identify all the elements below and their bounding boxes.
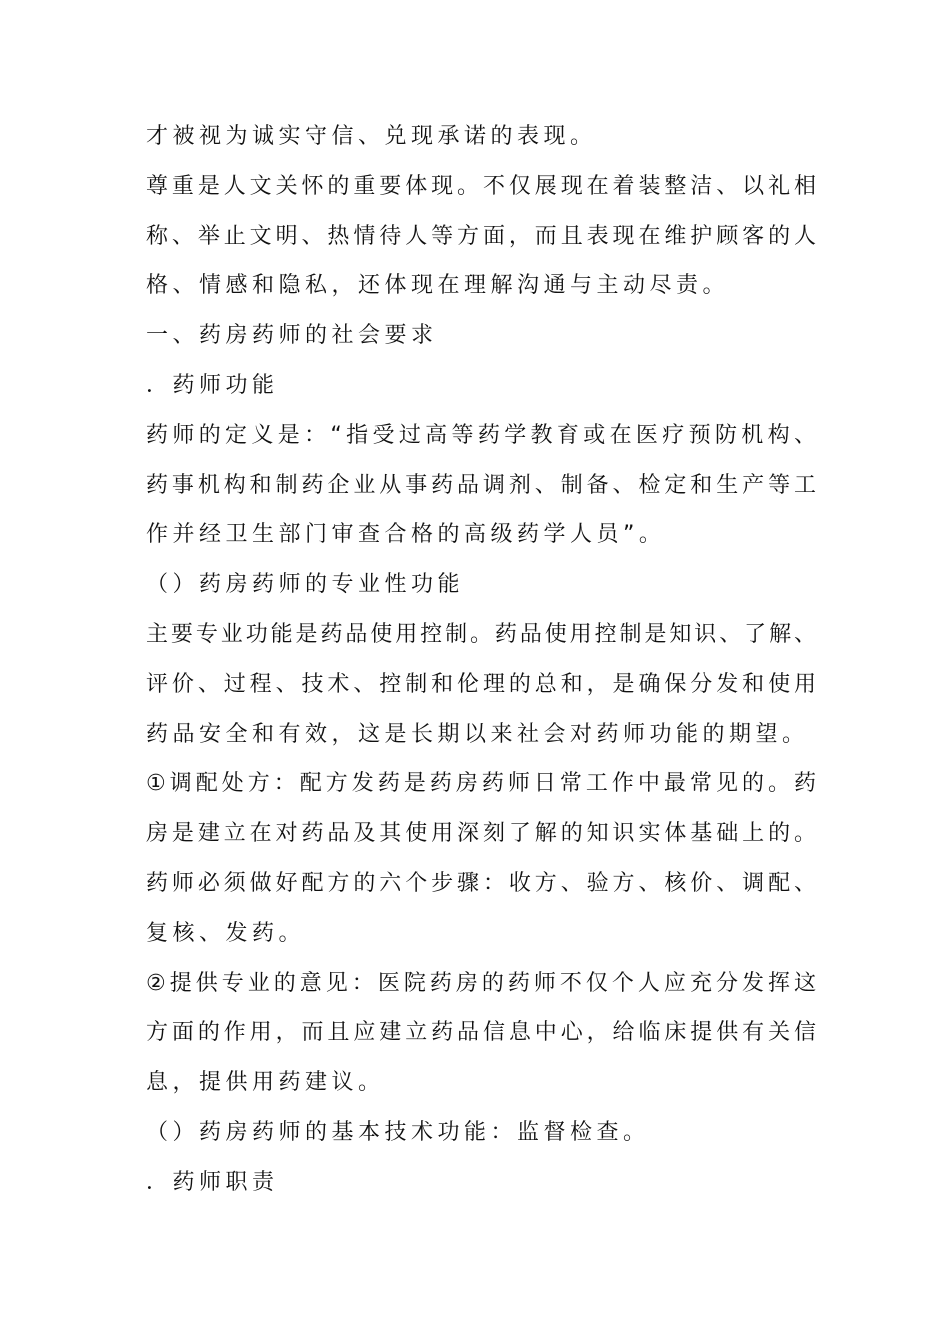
text-line: 息，提供用药建议。 <box>146 1070 385 1096</box>
text-line: 尊重是人文关怀的重要体现。不仅展现在着装整洁、以礼相 <box>146 173 816 199</box>
text-line: ②提供专业的意见：医院药房的药师不仅个人应充分发挥这 <box>146 970 816 996</box>
text-line: 复核、发药。 <box>146 920 306 946</box>
text-line: 主要专业功能是药品使用控制。药品使用控制是知识、了解、 <box>146 621 816 647</box>
text-line: 方面的作用，而且应建立药品信息中心，给临床提供有关信 <box>146 1020 816 1046</box>
text-line: ①调配处方：配方发药是药房药师日常工作中最常见的。药 <box>146 771 816 797</box>
text-line: 药师的定义是：“指受过高等药学教育或在医疗预防机构、 <box>146 422 816 448</box>
text-line: 房是建立在对药品及其使用深刻了解的知识实体基础上的。 <box>146 821 816 847</box>
text-line: 称、举止文明、热情待人等方面，而且表现在维护顾客的人 <box>146 223 816 249</box>
text-line: 格、情感和隐私，还体现在理解沟通与主动尽责。 <box>146 273 730 299</box>
text-line: （）药房药师的基本技术功能：监督检查。 <box>146 1119 650 1145</box>
text-line: 才被视为诚实守信、兑现承诺的表现。 <box>146 124 597 149</box>
text-line: ．药师职责 <box>146 1169 279 1195</box>
text-line: 作并经卫生部门审查合格的高级药学人员”。 <box>146 522 666 548</box>
text-line: 一、药房药师的社会要求 <box>146 323 438 349</box>
text-line: 药品安全和有效，这是长期以来社会对药师功能的期望。 <box>146 721 809 747</box>
text-line: ．药师功能 <box>146 372 279 398</box>
text-line: 评价、过程、技术、控制和伦理的总和，是确保分发和使用 <box>146 671 816 697</box>
text-line: （）药房药师的专业性功能 <box>146 572 465 598</box>
text-line: 药师必须做好配方的六个步骤：收方、验方、核价、调配、 <box>146 870 816 896</box>
text-line: 药事机构和制药企业从事药品调剂、制备、检定和生产等工 <box>146 472 816 498</box>
document-body <box>146 112 816 1208</box>
